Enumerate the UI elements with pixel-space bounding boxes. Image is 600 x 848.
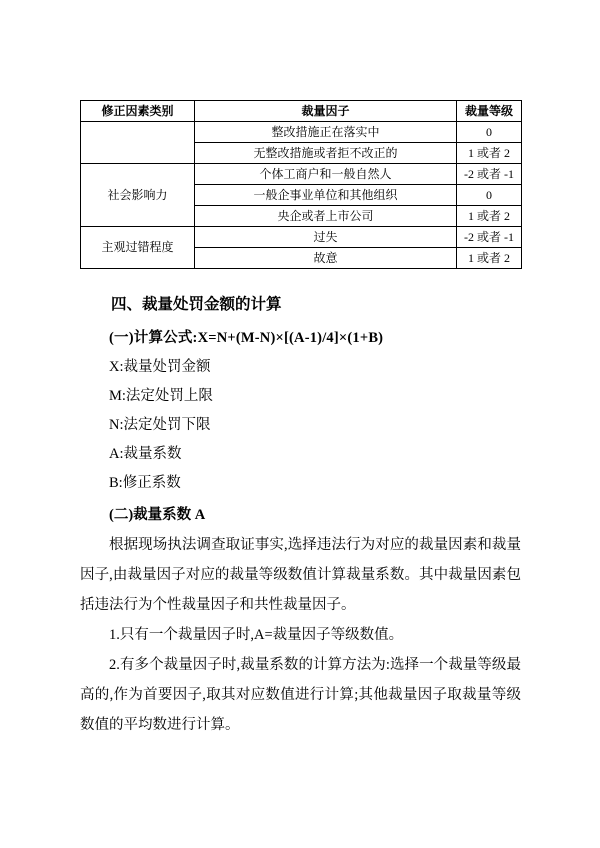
grade-cell: -2 或者 -1 bbox=[457, 227, 522, 248]
column-header-category: 修正因素类别 bbox=[81, 101, 195, 122]
factor-cell: 整改措施正在落实中 bbox=[195, 122, 457, 143]
body-paragraph: 根据现场执法调查取证事实,选择违法行为对应的裁量因素和裁量因子,由裁量因子对应的裁量等级数值计算裁量系数。其中裁量因素包括违法行为个性裁量因子和共性裁量因子。 bbox=[80, 537, 521, 613]
grade-cell: 0 bbox=[457, 122, 522, 143]
category-cell-social-impact: 社会影响力 bbox=[81, 164, 195, 227]
table-row bbox=[81, 227, 522, 248]
definition-line-x: X:裁量处罚金额 bbox=[109, 359, 211, 375]
factor-cell: 央企或者上市公司 bbox=[195, 206, 457, 227]
formula-text: X=N+(M-N)×[(A-1)/4]×(1+B) bbox=[197, 330, 384, 346]
formula-line bbox=[80, 323, 521, 353]
grade-cell: 1 或者 2 bbox=[457, 248, 522, 269]
discretion-factors-table bbox=[80, 100, 522, 269]
factor-cell: 一般企事业单位和其他组织 bbox=[195, 185, 457, 206]
category-cell-empty bbox=[81, 122, 195, 164]
list-item-1: 1.只有一个裁量因子时,A=裁量因子等级数值。 bbox=[109, 627, 404, 643]
category-cell-subjective-fault: 主观过错程度 bbox=[81, 227, 195, 269]
table-row bbox=[81, 122, 522, 143]
subsection-title: (二)裁量系数 A bbox=[109, 507, 206, 523]
factor-cell: 无整改措施或者拒不改正的 bbox=[195, 143, 457, 164]
factor-cell: 个体工商户和一般自然人 bbox=[195, 164, 457, 185]
grade-cell: -2 或者 -1 bbox=[457, 164, 522, 185]
definition-line-n: N:法定处罚下限 bbox=[109, 417, 211, 433]
factor-cell: 过失 bbox=[195, 227, 457, 248]
table-header-row bbox=[81, 101, 522, 122]
column-header-factor: 裁量因子 bbox=[195, 101, 457, 122]
column-header-grade: 裁量等级 bbox=[457, 101, 522, 122]
definition-line-b: B:修正系数 bbox=[109, 475, 181, 491]
list-item-2: 2.有多个裁量因子时,裁量系数的计算方法为:选择一个裁量等级最高的,作为首要因子,取其对应数值进行计算;其他裁量因子取裁量等级数值的平均数进行计算。 bbox=[80, 657, 521, 733]
grade-cell: 1 或者 2 bbox=[457, 206, 522, 227]
definition-line-a: A:裁量系数 bbox=[109, 446, 182, 462]
section-title: 四、裁量处罚金额的计算 bbox=[111, 296, 282, 313]
factor-cell: 故意 bbox=[195, 248, 457, 269]
table-row bbox=[81, 164, 522, 185]
definition-line-m: M:法定处罚上限 bbox=[109, 388, 213, 404]
grade-cell: 1 或者 2 bbox=[457, 143, 522, 164]
formula-label: (一)计算公式: bbox=[109, 330, 198, 346]
grade-cell: 0 bbox=[457, 185, 522, 206]
